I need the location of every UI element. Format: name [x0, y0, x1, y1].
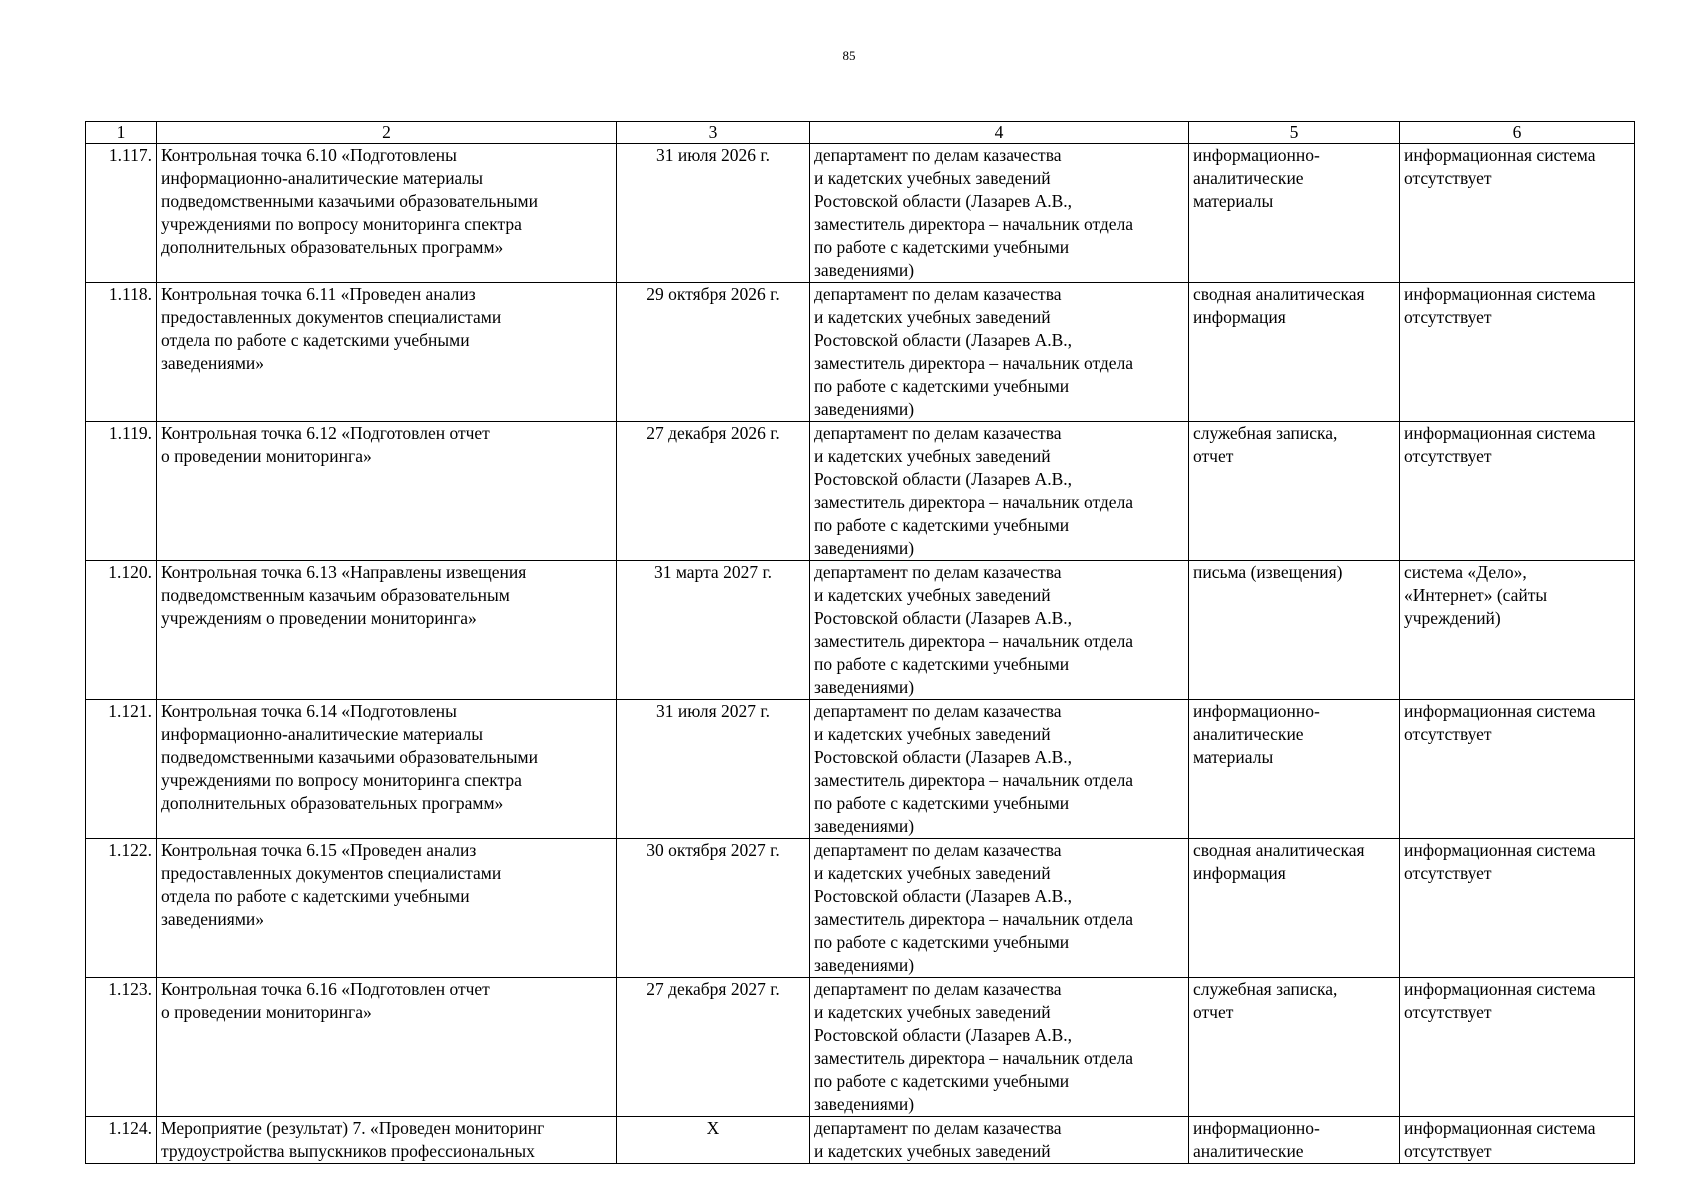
- document-type: информационно- аналитические материалы: [1189, 700, 1400, 839]
- event-name: Контрольная точка 6.15 «Проведен анализ предоставленных документов специалистами отдела по работе с кадетскими учебными заведениями»: [157, 839, 617, 978]
- plan-table: [85, 121, 1635, 1164]
- event-name: Контрольная точка 6.16 «Подготовлен отчет о проведении мониторинга»: [157, 978, 617, 1117]
- event-name: Контрольная точка 6.14 «Подготовлены информационно-аналитические материалы подведомственными казачьими образовательными учреждениями по вопросу мониторинга спектра дополнительных образовательных программ»: [157, 700, 617, 839]
- information-system: система «Дело», «Интернет» (сайты учреждений): [1400, 561, 1635, 700]
- deadline-date: 27 декабря 2027 г.: [617, 978, 810, 1117]
- table-row: [86, 283, 1635, 422]
- row-number: 1.121.: [86, 700, 157, 839]
- responsible-person: департамент по делам казачества и кадетских учебных заведений Ростовской области (Лазарев А.В., заместитель директора – начальник отдела по работе с кадетскими учебными заведениями): [810, 839, 1189, 978]
- event-name: Контрольная точка 6.12 «Подготовлен отчет о проведении мониторинга»: [157, 422, 617, 561]
- deadline-date: 31 марта 2027 г.: [617, 561, 810, 700]
- column-header-1: 1: [86, 122, 157, 144]
- document-type: информационно- аналитические материалы: [1189, 144, 1400, 283]
- document-type: сводная аналитическая информация: [1189, 839, 1400, 978]
- information-system: информационная система отсутствует: [1400, 978, 1635, 1117]
- responsible-person: департамент по делам казачества и кадетских учебных заведений Ростовской области (Лазарев А.В., заместитель директора – начальник отдела по работе с кадетскими учебными заведениями): [810, 283, 1189, 422]
- information-system: информационная система отсутствует: [1400, 144, 1635, 283]
- information-system: информационная система отсутствует: [1400, 839, 1635, 978]
- responsible-person: департамент по делам казачества и кадетских учебных заведений Ростовской области (Лазарев А.В., заместитель директора – начальник отдела по работе с кадетскими учебными заведениями): [810, 144, 1189, 283]
- responsible-person: департамент по делам казачества и кадетских учебных заведений Ростовской области (Лазарев А.В., заместитель директора – начальник отдела по работе с кадетскими учебными заведениями): [810, 561, 1189, 700]
- table-row: [86, 1117, 1635, 1164]
- table-row: [86, 144, 1635, 283]
- information-system: информационная система отсутствует: [1400, 283, 1635, 422]
- table-row: [86, 561, 1635, 700]
- row-number: 1.120.: [86, 561, 157, 700]
- information-system: информационная система отсутствует: [1400, 422, 1635, 561]
- deadline-date: 27 декабря 2026 г.: [617, 422, 810, 561]
- deadline-date: 31 июля 2027 г.: [617, 700, 810, 839]
- document-type: служебная записка, отчет: [1189, 422, 1400, 561]
- event-name: Контрольная точка 6.11 «Проведен анализ предоставленных документов специалистами отдела по работе с кадетскими учебными заведениями»: [157, 283, 617, 422]
- information-system: информационная система отсутствует: [1400, 700, 1635, 839]
- column-header-4: 4: [810, 122, 1189, 144]
- responsible-person: департамент по делам казачества и кадетских учебных заведений Ростовской области (Лазарев А.В., заместитель директора – начальник отдела по работе с кадетскими учебными заведениями): [810, 978, 1189, 1117]
- row-number: 1.119.: [86, 422, 157, 561]
- table-row: [86, 978, 1635, 1117]
- row-number: 1.124.: [86, 1117, 157, 1164]
- deadline-date: 30 октября 2027 г.: [617, 839, 810, 978]
- column-header-3: 3: [617, 122, 810, 144]
- row-number: 1.117.: [86, 144, 157, 283]
- deadline-date: Х: [617, 1117, 810, 1164]
- table-row: [86, 422, 1635, 561]
- table-row: [86, 839, 1635, 978]
- document-type: сводная аналитическая информация: [1189, 283, 1400, 422]
- document-type: информационно- аналитические: [1189, 1117, 1400, 1164]
- document-type: письма (извещения): [1189, 561, 1400, 700]
- deadline-date: 29 октября 2026 г.: [617, 283, 810, 422]
- column-header-6: 6: [1400, 122, 1635, 144]
- responsible-person: департамент по делам казачества и кадетских учебных заведений Ростовской области (Лазарев А.В., заместитель директора – начальник отдела по работе с кадетскими учебными заведениями): [810, 422, 1189, 561]
- responsible-person: департамент по делам казачества и кадетских учебных заведений Ростовской области (Лазарев А.В., заместитель директора – начальник отдела по работе с кадетскими учебными заведениями): [810, 700, 1189, 839]
- responsible-person: департамент по делам казачества и кадетских учебных заведений: [810, 1117, 1189, 1164]
- event-name: Контрольная точка 6.13 «Направлены извещения подведомственным казачьим образовательным учреждениям о проведении мониторинга»: [157, 561, 617, 700]
- column-header-2: 2: [157, 122, 617, 144]
- page-number: 85: [842, 48, 856, 63]
- row-number: 1.122.: [86, 839, 157, 978]
- event-name: Контрольная точка 6.10 «Подготовлены информационно-аналитические материалы подведомственными казачьими образовательными учреждениями по вопросу мониторинга спектра дополнительных образовательных программ»: [157, 144, 617, 283]
- table-header-row: [86, 122, 1635, 144]
- event-name: Мероприятие (результат) 7. «Проведен мониторинг трудоустройства выпускников профессиональных: [157, 1117, 617, 1164]
- row-number: 1.123.: [86, 978, 157, 1117]
- document-type: служебная записка, отчет: [1189, 978, 1400, 1117]
- column-header-5: 5: [1189, 122, 1400, 144]
- row-number: 1.118.: [86, 283, 157, 422]
- information-system: информационная система отсутствует: [1400, 1117, 1635, 1164]
- deadline-date: 31 июля 2026 г.: [617, 144, 810, 283]
- table-row: [86, 700, 1635, 839]
